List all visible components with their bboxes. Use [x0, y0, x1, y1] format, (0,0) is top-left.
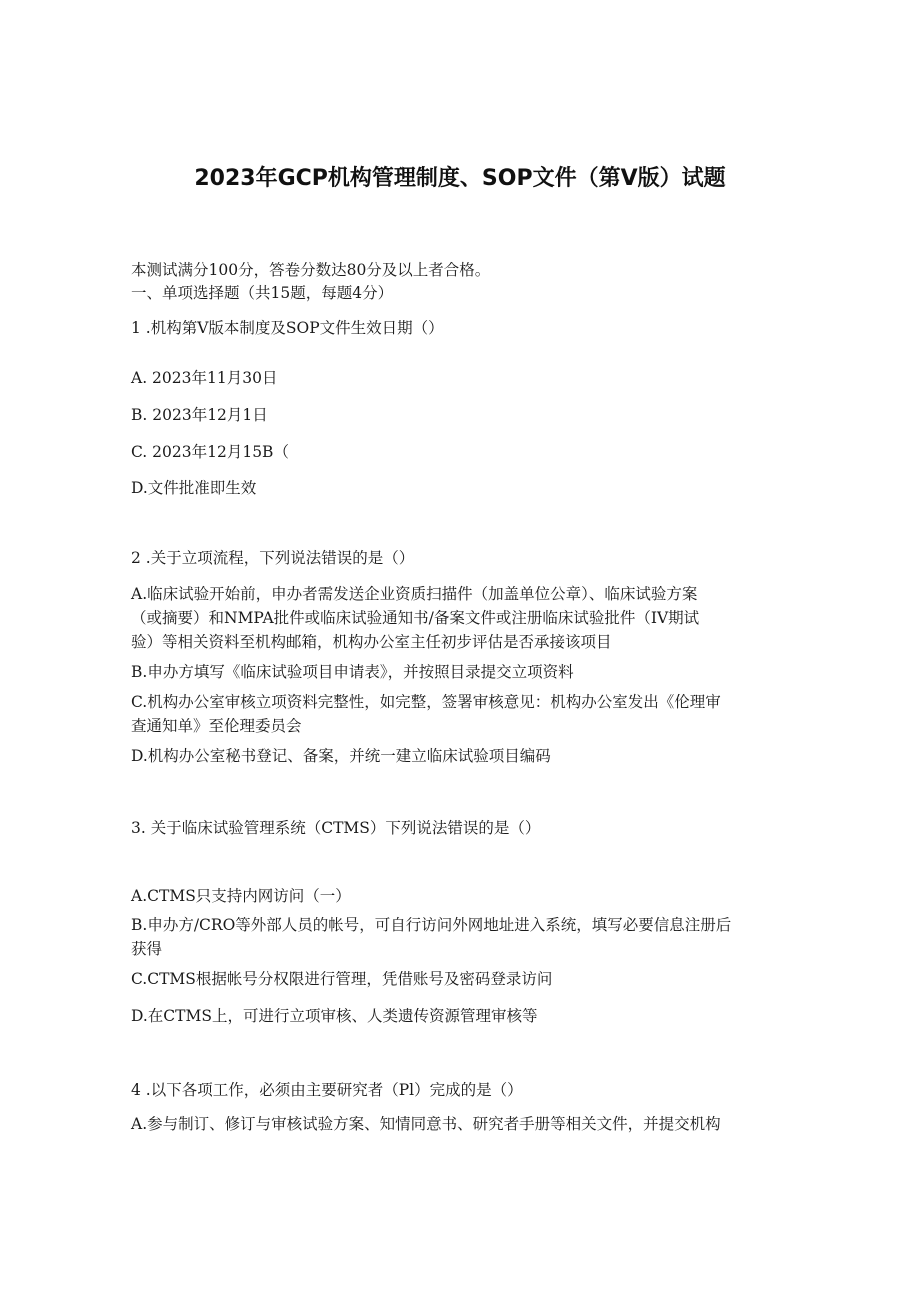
question-3-option-b-line2: 获得	[131, 940, 163, 958]
question-3-option-b-line1: B.申办方/CRO等外部人员的帐号，可自行访问外网地址进入系统，填写必要信息注册后	[131, 916, 732, 934]
question-2-option-c-line1: C.机构办公室审核立项资料完整性，如完整，签署审核意见：机构办公室发出《伦理审	[131, 693, 721, 711]
question-2-option-b: B.申办方填写《临床试验项目申请表》，并按照目录提交立项资料	[131, 663, 574, 681]
page-title: 2023年GCP机构管理制度、SOP文件（第V版）试题	[194, 166, 726, 191]
question-3-option-c: C.CTMS根据帐号分权限进行管理，凭借账号及密码登录访问	[131, 970, 553, 988]
question-3-option-d: D.在CTMS上，可进行立项审核、人类遗传资源管理审核等	[131, 1007, 538, 1025]
question-2-option-c-line2: 查通知单》至伦理委员会	[131, 717, 302, 735]
question-2-option-a-line1: A.临床试验开始前，申办者需发送企业资质扫描件（加盖单位公章）、临床试验方案	[131, 585, 698, 603]
question-2-option-d: D.机构办公室秘书登记、备案，并统一建立临床试验项目编码	[131, 747, 551, 765]
section-heading: 一、单项选择题（共15题，每题4分）	[131, 284, 394, 302]
question-1-option-c: C. 2023年12月15B（	[131, 443, 289, 461]
question-4-stem: 4 .以下各项工作，必须由主要研究者（Pl）完成的是（）	[131, 1081, 523, 1099]
question-1-option-b: B. 2023年12月1日	[131, 406, 268, 424]
question-3-option-a: A.CTMS只支持内网访问（一）	[131, 887, 351, 905]
question-1-option-a: A. 2023年11月30日	[131, 369, 278, 387]
question-1-option-d: D.文件批准即生效	[131, 479, 257, 497]
intro-text: 本测试满分100分，答卷分数达80分及以上者合格。	[131, 261, 491, 279]
question-2-option-a-line2: （或摘要）和NMPA批件或临床试验通知书/备案文件或注册临床试验批件（IV期试	[131, 609, 700, 627]
question-2-option-a-line3: 验）等相关资料至机构邮箱，机构办公室主任初步评估是否承接该项目	[131, 633, 612, 651]
question-2-stem: 2 .关于立项流程，下列说法错误的是（）	[131, 549, 415, 567]
question-3-stem: 3. 关于临床试验管理系统（CTMS）下列说法错误的是（）	[131, 819, 541, 837]
question-4-option-a: A.参与制订、修订与审核试验方案、知情同意书、研究者手册等相关文件，并提交机构	[131, 1115, 721, 1133]
question-1-stem: 1 .机构第V版本制度及SOP文件生效日期（）	[131, 319, 444, 337]
